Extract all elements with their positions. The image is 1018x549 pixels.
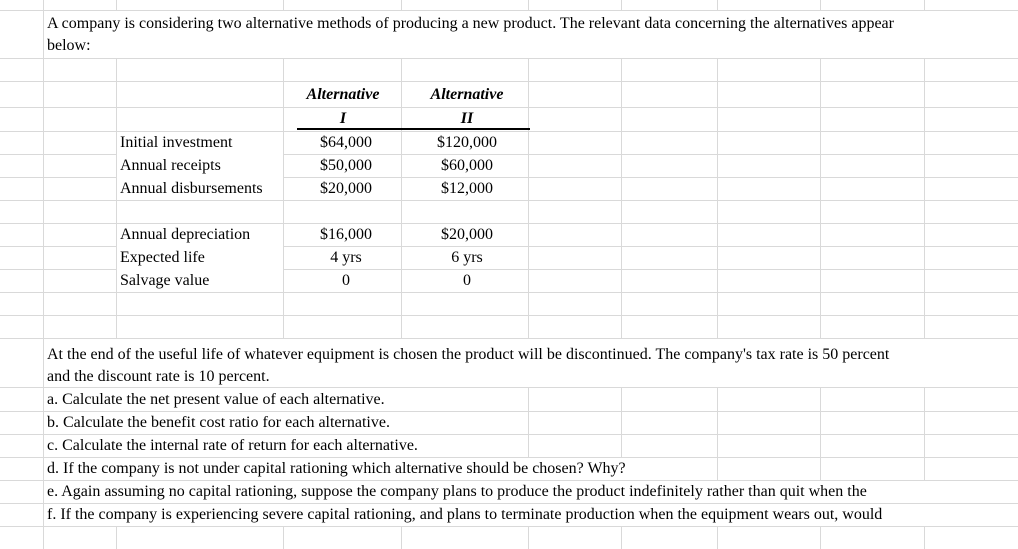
row-alt1-value: $20,000 [320,180,372,197]
paragraph-line-2: and the discount rate is 10 percent. [47,368,270,385]
header-alt2-line1: Alternative [430,86,504,103]
question-b: b. Calculate the benefit cost ratio for each alternative. [47,414,390,431]
question-f: f. If the company is experiencing severe capital rationing, and plans to terminate production when the equipment wears out, would [47,506,883,523]
header-alt1-line1: Alternative [306,86,380,103]
row-label: Expected life [120,249,205,266]
row-label: Salvage value [120,272,210,289]
row-alt2-value: $20,000 [441,226,493,243]
header-underline [297,128,530,130]
question-c: c. Calculate the internal rate of return for each alternative. [47,437,418,454]
row-alt2-value: $12,000 [441,180,493,197]
question-a: a. Calculate the net present value of each alternative. [47,391,385,408]
question-e: e. Again assuming no capital rationing, suppose the company plans to produce the product indefinitely rather than quit when the [47,483,867,500]
row-label: Annual receipts [120,157,221,174]
row-alt1-value: $64,000 [320,134,372,151]
row-alt2-value: 0 [463,272,471,289]
header-alt2-line2: II [460,110,474,127]
question-d: d. If the company is not under capital rationing which alternative should be chosen? Why? [47,460,626,477]
paragraph-line-1: At the end of the useful life of whatever equipment is chosen the product will be discontinued. The company's tax rate is 50 percent [47,346,890,363]
row-label: Annual disbursements [120,180,263,197]
row-label: Annual depreciation [120,226,251,243]
row-alt1-value: 4 yrs [330,249,362,266]
intro-line-2: below: [47,37,91,54]
header-alt1-line2: I [339,110,347,127]
row-alt1-value: $16,000 [320,226,372,243]
row-alt2-value: $60,000 [441,157,493,174]
row-alt2-value: $120,000 [437,134,497,151]
row-alt2-value: 6 yrs [451,249,483,266]
row-alt1-value: 0 [342,272,350,289]
intro-line-1: A company is considering two alternative methods of producing a new product. The relevant data concerning the alternatives appear [47,15,894,32]
row-label: Initial investment [120,134,233,151]
row-alt1-value: $50,000 [320,157,372,174]
